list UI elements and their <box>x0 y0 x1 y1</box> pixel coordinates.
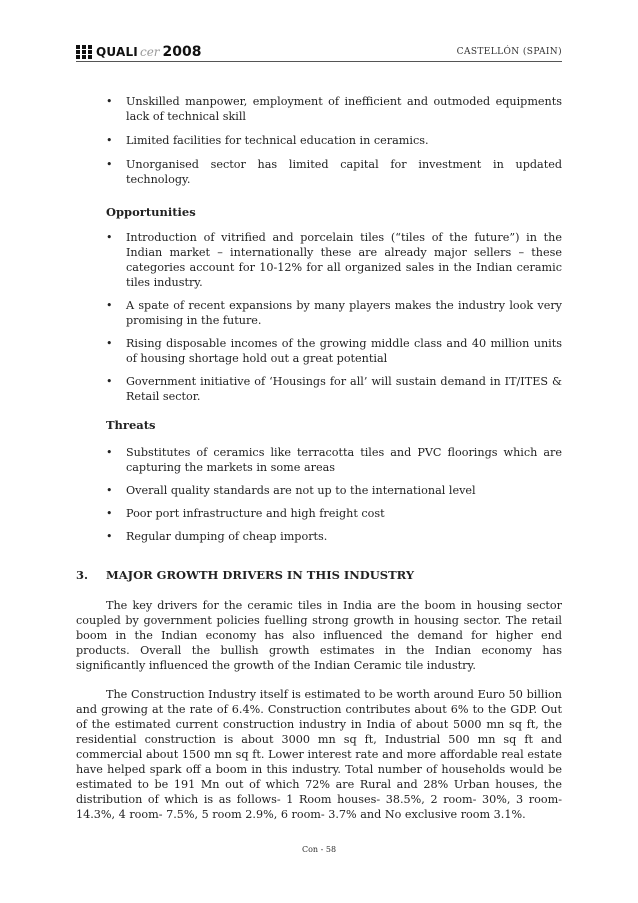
section-heading <box>76 568 414 582</box>
threats-heading: Threats <box>106 418 156 432</box>
bullet-icon: • <box>106 299 113 312</box>
list-item <box>106 506 562 521</box>
list-item-text: Unskilled manpower, employment of inefficient and outmoded equipments lack of technical skill <box>126 95 562 123</box>
page-header <box>76 44 562 60</box>
list-item <box>106 483 562 498</box>
logo-grid-icon <box>76 45 92 59</box>
list-item <box>106 445 562 475</box>
logo-year: 2008 <box>162 44 202 60</box>
opportunities-list <box>106 230 562 404</box>
weakness-list <box>106 94 562 187</box>
bullet-icon: • <box>106 530 113 543</box>
list-item-text: Rising disposable incomes of the growing middle class and 40 million units of housing shortage hold out a great potential <box>126 337 562 365</box>
bullet-icon: • <box>106 337 113 350</box>
opportunities-heading: Opportunities <box>106 205 196 219</box>
list-item <box>106 529 562 544</box>
page-number: Con - 58 <box>301 845 337 854</box>
bullet-icon: • <box>106 375 113 388</box>
threats-list <box>106 445 562 544</box>
qualicer-logo <box>76 44 202 60</box>
list-item <box>106 133 562 148</box>
list-item-text: Poor port infrastructure and high freight cost <box>126 507 385 520</box>
list-item-text: A spate of recent expansions by many players makes the industry look very promising in the future. <box>126 299 562 327</box>
logo-script: cer <box>139 45 160 59</box>
list-item <box>106 298 562 328</box>
body-paragraph: The key drivers for the ceramic tiles in India are the boom in housing sector coupled by government policies fuelling strong growth in housing sector. The retail boom in the Indian economy has also influenced the demand for higher end products. Overall the bullish growth estimates in the Indian economy has significantly influenced the growth of the Indian Ceramic tile industry. <box>76 599 562 672</box>
list-item <box>106 374 562 404</box>
section-number: 3. <box>76 568 89 582</box>
list-item <box>106 336 562 366</box>
bullet-icon: • <box>106 484 113 497</box>
list-item-text: Limited facilities for technical education in ceramics. <box>126 134 429 147</box>
bullet-icon: • <box>106 231 113 244</box>
bullet-icon: • <box>106 134 113 147</box>
list-item-text: Government initiative of ‘Housings for all’ will sustain demand in IT/ITES & Retail sector. <box>126 375 562 403</box>
list-item-text: Regular dumping of cheap imports. <box>126 530 328 543</box>
list-item-text: Introduction of vitrified and porcelain tiles (“tiles of the future”) in the Indian market – internationally these are already major sellers – these categories account for 10-12% for all organized sales in the Indian ceramic tiles industry. <box>126 231 562 289</box>
bullet-icon: • <box>106 158 113 171</box>
body-paragraph: The Construction Industry itself is estimated to be worth around Euro 50 billion and growing at the rate of 6.4%. Construction contributes about 6% to the GDP. Out of the estimated current construction industry in India of about 5000 mn sq ft, the residential construction is about 3000 mn sq ft, Industrial 500 mn sq ft and commercial about 1500 mn sq ft. Lower interest rate and more affordable real estate have helped spark off a boom in this industry. Total number of households would be estimated to be 191 Mn out of which 72% are Rural and 28% Urban houses, the distribution of which is as follows- 1 Room houses- 38.5%, 2 room- 30%, 3 room- 14.3%, 4 room- 7.5%, 5 room 2.9%, 6 room- 3.7% and No exclusive room 3.1%. <box>76 688 562 821</box>
bullet-icon: • <box>106 95 113 108</box>
list-item <box>106 94 562 124</box>
section-title: MAJOR GROWTH DRIVERS IN THIS INDUSTRY <box>106 568 415 582</box>
list-item-text: Unorganised sector has limited capital for investment in updated technology. <box>126 158 562 186</box>
list-item <box>106 230 562 290</box>
list-item-text: Substitutes of ceramics like terracotta tiles and PVC floorings which are capturing the markets in some areas <box>126 446 562 474</box>
header-divider <box>76 61 562 62</box>
bullet-icon: • <box>106 507 113 520</box>
list-item <box>106 157 562 187</box>
list-item-text: Overall quality standards are not up to the international level <box>126 484 476 497</box>
logo-word: QUALI <box>96 45 138 59</box>
header-location: CASTELLÓN (SPAIN) <box>456 47 562 57</box>
bullet-icon: • <box>106 446 113 459</box>
